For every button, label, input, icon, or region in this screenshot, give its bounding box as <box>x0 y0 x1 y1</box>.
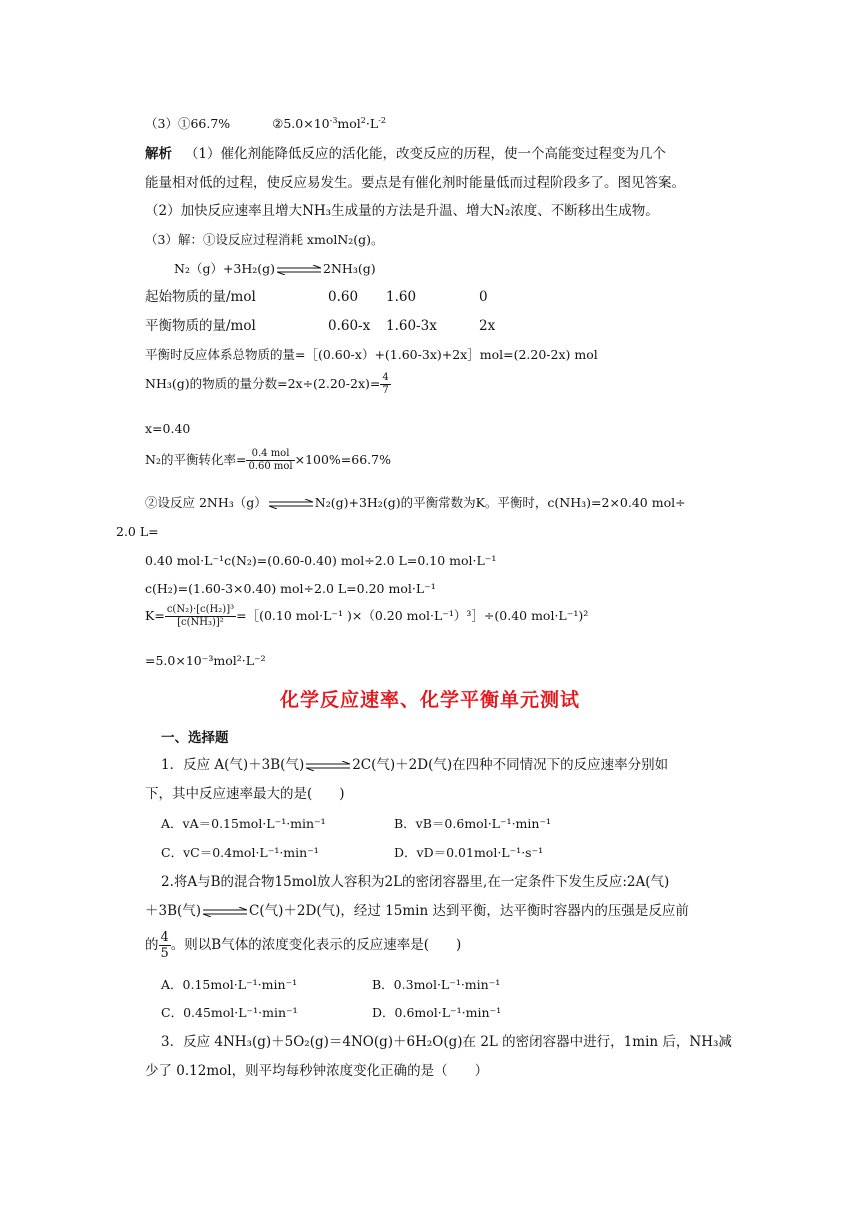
mole-fraction: NH₃(g)的物质的量分数=2x÷(2.20-2x)= $\frac{4}{7}$ <box>145 372 389 396</box>
equilibrium-arrow-icon <box>306 761 350 771</box>
row-equilibrium-b: 1.60-3x <box>386 318 437 334</box>
q1-option-d[interactable]: D．vD＝0.01mol·L⁻¹·s⁻¹ <box>394 845 544 860</box>
k-line-6: =5.0×10⁻³mol²·L⁻² <box>145 653 266 668</box>
equation: N₂（g）+3H₂(g) 2NH₃(g) <box>174 261 376 276</box>
k-line-5: K= $\frac{\text{c(N₂)·[c(H₂)]³}}{\text{[c(NH₃)]²}}$ =［(0.10 mol·L⁻¹ )×（0.20 mol·L⁻¹）³］÷(0.40 mol·L⁻¹)² <box>145 604 589 628</box>
row-initial-a: 0.60 <box>328 289 359 305</box>
answer-3: （3）①66.7% $②5.0\times 10^{-3}mol^2\cdot L^{-2}$ <box>145 115 386 131</box>
analysis-tag: 解析 <box>145 146 172 162</box>
row-equilibrium-a: 0.60-x <box>328 318 371 334</box>
k-line-4: c(H₂)=(1.60-3×0.40) mol÷2.0 L=0.20 mol·L⁻¹ <box>145 581 436 596</box>
q2-line-2: ＋3B(气) C(气)＋2D(气)，经过 15min 达到平衡，达平衡时容器内的压强是反应前 <box>145 903 689 919</box>
equilibrium-arrow-icon <box>269 499 313 509</box>
row-equilibrium-label: 平衡物质的量/mol <box>145 318 256 334</box>
row-initial-c: 0 <box>479 289 488 305</box>
q2-option-a[interactable]: A．0.15mol·L⁻¹·min⁻¹ <box>161 977 298 992</box>
test-title: 化学反应速率、化学平衡单元测试 <box>279 689 580 711</box>
q2-line-1: 2.将A与B的混合物15mol放人容积为2L的密闭容器里,在一定条件下发生反应:2A(气) <box>161 874 670 890</box>
total-moles: 平衡时反应体系总物质的量=［(0.60-x）+(1.60-3x)+2x］mol=(2.20-2x) mol <box>145 347 598 362</box>
equilibrium-arrow-icon <box>277 265 321 275</box>
x-value: x=0.40 <box>145 421 191 436</box>
section-heading: 一、选择题 <box>161 730 229 746</box>
row-initial-label: 起始物质的量/mol <box>145 289 256 305</box>
q3-line-1: 3．反应 4NH₃(g)＋5O₂(g)＝4NO(g)＋6H₂O(g)在 2L 的密闭容器中进行，1min 后，NH₃减 <box>161 1034 732 1050</box>
analysis-line-2: 能量相对低的过程，使反应易发生。要点是有催化剂时能量低而过程阶段多了。图见答案。 <box>145 175 685 191</box>
q1-option-c[interactable]: C．vC＝0.4mol·L⁻¹·min⁻¹ <box>161 845 319 860</box>
row-equilibrium-c: 2x <box>479 318 496 334</box>
q2-line-3: 的 $\frac{4}{5}$ 。则以B气体的浓度变化表示的反应速率是( ) <box>145 930 462 961</box>
k-line-1: ②设反应 2NH₃（g） N₂(g)+3H₂(g)的平衡常数为K。平衡时，c(NH₃)=2×0.40 mol÷ <box>145 495 686 510</box>
q2-option-b[interactable]: B．0.3mol·L⁻¹·min⁻¹ <box>372 977 501 992</box>
analysis-line-4: （3）解：①设反应过程消耗 xmolN₂(g)。 <box>145 232 384 247</box>
row-initial-b: 1.60 <box>386 289 417 305</box>
conversion-fraction: $\frac{\text{0.4 mol}}{\text{0.60 mol}}$ <box>248 448 293 472</box>
fraction-4-7: $\frac{4}{7}$ <box>382 372 389 396</box>
q1-option-b[interactable]: B．vB＝0.6mol·L⁻¹·min⁻¹ <box>394 816 552 831</box>
q2-option-d[interactable]: D．0.6mol·L⁻¹·min⁻¹ <box>372 1005 502 1020</box>
k-line-3: 0.40 mol·L⁻¹c(N₂)=(0.60-0.40) mol÷2.0 L=0.10 mol·L⁻¹ <box>145 553 497 568</box>
analysis-line-1: 解析 （1）催化剂能降低反应的活化能，改变反应的历程，使一个高能变过程变为几个 <box>145 146 666 162</box>
equilibrium-arrow-icon <box>203 907 247 917</box>
q1-option-a[interactable]: A．vA＝0.15mol·L⁻¹·min⁻¹ <box>161 816 326 831</box>
k-line-2: 2.0 L= <box>116 524 159 539</box>
k-fraction: $\frac{\text{c(N₂)·[c(H₂)]³}}{\text{[c(NH₃)]²}}$ <box>166 604 235 628</box>
q1-line-2: 下，其中反应速率最大的是( ) <box>145 786 345 802</box>
fraction-4-5: $\frac{4}{5}$ <box>160 930 169 961</box>
q2-option-c[interactable]: C．0.45mol·L⁻¹·min⁻¹ <box>161 1005 298 1020</box>
q3-line-2: 少了 0.12mol，则平均每秒钟浓度变化正确的是（ ） <box>145 1063 489 1079</box>
conversion-rate: N₂的平衡转化率= $\frac{\text{0.4 mol}}{\text{0.60 mol}}$ ×100%=66.7% <box>145 448 391 472</box>
analysis-line-3: （2）加快反应速率且增大NH₃生成量的方法是升温、增大N₂浓度、不断移出生成物。 <box>145 203 659 219</box>
q1-line-1: 1．反应 A(气)＋3B(气) 2C(气)＋2D(气)在四种不同情况下的反应速率分别如 <box>161 757 669 773</box>
